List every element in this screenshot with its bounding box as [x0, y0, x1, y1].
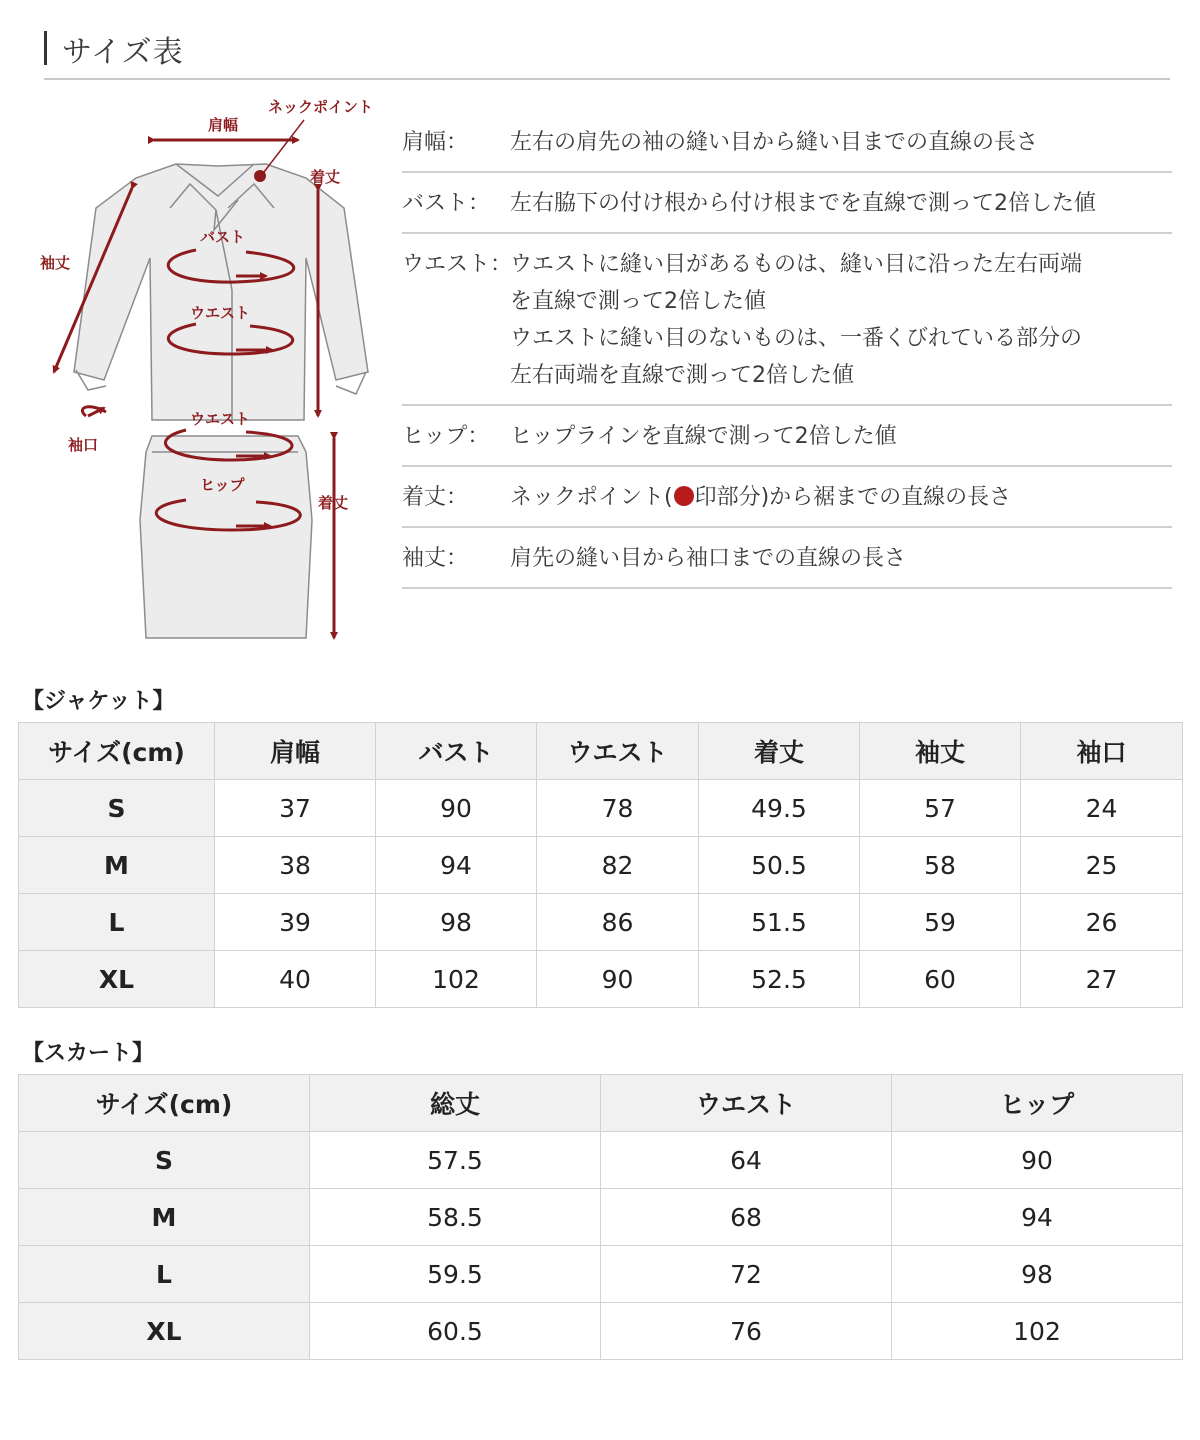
- header-cell: ヒップ: [892, 1075, 1183, 1132]
- table-cell: 98: [376, 894, 537, 951]
- table-cell: 57.5: [310, 1132, 601, 1189]
- table-cell: 59.5: [310, 1246, 601, 1303]
- table-cell: 76: [601, 1303, 892, 1360]
- table-cell: 51.5: [699, 894, 860, 951]
- header-cell: 総丈: [310, 1075, 601, 1132]
- table-cell: 86: [537, 894, 699, 951]
- header-cell: サイズ(cm): [19, 723, 215, 780]
- table-cell: 39: [215, 894, 376, 951]
- table-row: [19, 837, 1183, 894]
- size-cell: S: [19, 1132, 310, 1189]
- definition-line: ヒップラインを直線で測って2倍した値: [510, 424, 897, 449]
- jacket-size-table: [18, 722, 1183, 1008]
- label-bust: バスト: [200, 228, 246, 246]
- definition-row: [402, 234, 1172, 406]
- skirt-size-table: [18, 1074, 1183, 1360]
- header-cell: バスト: [376, 723, 537, 780]
- definition-text: [510, 479, 1172, 516]
- table-cell: 102: [376, 951, 537, 1008]
- table-cell: 26: [1021, 894, 1183, 951]
- table-cell: 52.5: [699, 951, 860, 1008]
- definition-term: バスト：: [402, 191, 491, 216]
- table-cell: 50.5: [699, 837, 860, 894]
- table-row: [19, 894, 1183, 951]
- size-cell: M: [19, 837, 215, 894]
- definition-term: ウエスト：: [402, 252, 513, 277]
- table-cell: 94: [892, 1189, 1183, 1246]
- definition-line: 左右両端を直線で測って2倍した値: [510, 363, 854, 388]
- size-cell: M: [19, 1189, 310, 1246]
- label-jacket-length: 着丈: [310, 168, 341, 186]
- table-cell: 90: [537, 951, 699, 1008]
- page-title: サイズ表: [62, 35, 184, 70]
- table-cell: 72: [601, 1246, 892, 1303]
- table-header-row: [19, 723, 1183, 780]
- definition-line: ウエストに縫い目があるものは、縫い目に沿った左右両端: [510, 252, 1083, 277]
- table-cell: 27: [1021, 951, 1183, 1008]
- table-cell: 40: [215, 951, 376, 1008]
- table-cell: 60: [860, 951, 1021, 1008]
- size-cell: L: [19, 1246, 310, 1303]
- size-cell: S: [19, 780, 215, 837]
- table-cell: 78: [537, 780, 699, 837]
- label-hip: ヒップ: [200, 476, 245, 494]
- size-cell: L: [19, 894, 215, 951]
- header-cell: 肩幅: [215, 723, 376, 780]
- table-cell: 94: [376, 837, 537, 894]
- definition-term: 着丈：: [402, 485, 469, 510]
- table-cell: 37: [215, 780, 376, 837]
- table-cell: 38: [215, 837, 376, 894]
- neck-point-leader: [264, 120, 304, 172]
- table-cell: 24: [1021, 780, 1183, 837]
- table-cell: 59: [860, 894, 1021, 951]
- definition-term: 袖丈：: [402, 546, 469, 571]
- table-cell: 90: [376, 780, 537, 837]
- definition-term: ヒップ：: [402, 424, 490, 449]
- label-shoulder: 肩幅: [208, 116, 239, 134]
- definition-text: [510, 246, 1172, 394]
- skirt-section-label: 【スカート】: [22, 1041, 155, 1066]
- table-row: [19, 951, 1183, 1008]
- neck-point-dot-icon: [674, 486, 694, 506]
- table-header-row: [19, 1075, 1183, 1132]
- header-cell: 袖口: [1021, 723, 1183, 780]
- label-skirt-length: 着丈: [318, 494, 349, 512]
- header-cell: サイズ(cm): [19, 1075, 310, 1132]
- definition-text: [510, 418, 1172, 455]
- header-accent-bar: [44, 31, 47, 65]
- header-cell: ウエスト: [601, 1075, 892, 1132]
- table-row: [19, 780, 1183, 837]
- table-row: [19, 1303, 1183, 1360]
- jacket-illustration: [74, 164, 368, 420]
- definition-text: [510, 124, 1172, 161]
- table-cell: 90: [892, 1132, 1183, 1189]
- header-cell: 袖丈: [860, 723, 1021, 780]
- definition-line-end: 印部分)から裾までの直線の長さ: [694, 485, 1012, 510]
- table-cell: 102: [892, 1303, 1183, 1360]
- label-neck-point: ネックポイント: [268, 98, 374, 116]
- table-cell: 68: [601, 1189, 892, 1246]
- page-header: [44, 24, 1170, 80]
- size-cell: XL: [19, 951, 215, 1008]
- definition-line: 肩先の縫い目から袖口までの直線の長さ: [510, 546, 907, 571]
- definition-line: を直線で測って2倍した値: [510, 289, 766, 314]
- table-cell: 58.5: [310, 1189, 601, 1246]
- definition-row: [402, 528, 1172, 589]
- table-cell: 60.5: [310, 1303, 601, 1360]
- skirt-illustration: [140, 436, 312, 638]
- size-cell: XL: [19, 1303, 310, 1360]
- table-cell: 64: [601, 1132, 892, 1189]
- definition-line: 左右の肩先の袖の縫い目から縫い目までの直線の長さ: [510, 130, 1039, 155]
- table-cell: 25: [1021, 837, 1183, 894]
- definition-text: [510, 185, 1172, 222]
- label-cuff: 袖口: [68, 436, 99, 454]
- measurement-diagram: [36, 90, 386, 650]
- definition-line: [510, 485, 1011, 510]
- definition-term: 肩幅：: [402, 130, 469, 155]
- definition-row: [402, 406, 1172, 467]
- definition-row: [402, 467, 1172, 528]
- measurement-definitions: [402, 112, 1172, 589]
- table-row: [19, 1132, 1183, 1189]
- table-cell: 82: [537, 837, 699, 894]
- definition-row: [402, 173, 1172, 234]
- table-row: [19, 1189, 1183, 1246]
- table-cell: 98: [892, 1246, 1183, 1303]
- label-sleeve: 袖丈: [40, 254, 71, 272]
- table-cell: 49.5: [699, 780, 860, 837]
- definition-line: 左右脇下の付け根から付け根までを直線で測って2倍した値: [510, 191, 1096, 216]
- header-cell: 着丈: [699, 723, 860, 780]
- definition-text: [510, 540, 1172, 577]
- jacket-section-label: 【ジャケット】: [22, 689, 175, 714]
- table-cell: 58: [860, 837, 1021, 894]
- label-waist: ウエスト: [190, 304, 251, 322]
- definition-line: ウエストに縫い目のないものは、一番くびれている部分の: [510, 326, 1083, 351]
- table-row: [19, 1246, 1183, 1303]
- table-cell: 57: [860, 780, 1021, 837]
- definition-row: [402, 112, 1172, 173]
- definition-line-start: ネックポイント(: [510, 485, 673, 510]
- header-cell: ウエスト: [537, 723, 699, 780]
- label-skirt-waist: ウエスト: [190, 410, 251, 428]
